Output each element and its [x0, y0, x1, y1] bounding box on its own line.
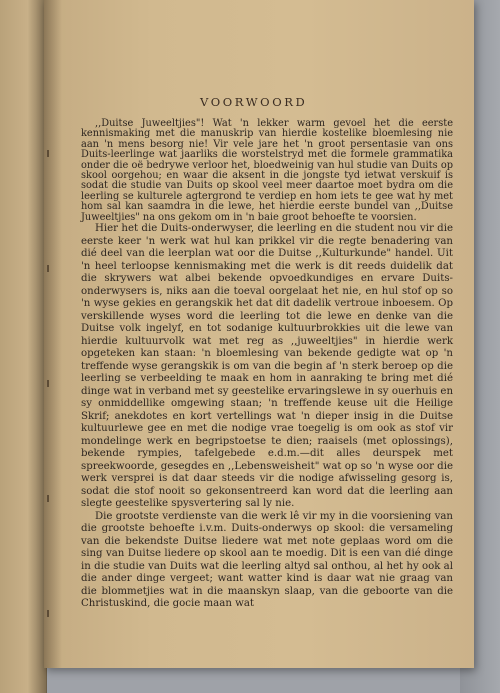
book-page-edges: [0, 0, 47, 693]
body-text: [81, 119, 453, 611]
page-heading: VOORWOORD: [200, 95, 308, 109]
binding-stitch: [47, 150, 49, 157]
binding-stitch: [47, 610, 49, 617]
binding-stitch: [47, 380, 49, 387]
paragraph-3: Die grootste verdienste van die werk lê vir my in die voorsiening van die grootste behoefte i.v.m. Duits-onderwys op skool: die versameling van die bekendste Duitse liedere wat met note geplaas word om die sing van Duitse liedere op skool aan te moedig. Dit is een van dié dinge in die studie van Duits wat die leerling altyd sal onthou, al het hy ook al die ander dinge vergeet; want watter kind is daar wat nie graag van die blommetjies wat in die maanskyn slaap, van die geboorte van die Christuskind, die gocie maan wat: [81, 510, 453, 610]
binding-stitch: [47, 265, 49, 272]
binding-stitch: [47, 495, 49, 502]
paragraph-1: ,,Duitse Juweeltjies"! Wat 'n lekker warm gevoel het die eerste kennismaking met die manuskrip van hierdie kostelike bloemlesing nie aan 'n mens besorg nie! Vir vele jare het 'n groot persentasie van ons Duits-leerlinge wat jaarliks die worstelstryd met die formele grammatika onder die oë bedrywe verloor het, bloedweinig van hul studie van Duits op skool oorgehou; en waar die aksent in die jongste tyd ietwat verskuif is sodat die studie van Duits op skool veel meer daartoe moet bydra om die leerling se kulturele agtergrond te verdiep en hom iets te gee wat hy met hom sal kan saamdra in die lewe, het hierdie eerste bundel van ,,Duitse Juweeltjies" na ons gekom om in 'n baie groot behoefte te voorsien.: [81, 118, 453, 223]
paragraph-2: Hier het die Duits-onderwyser, die leerling en die student nou vir die eerste keer 'n werk wat hul kan prikkel vir die regte benadering van dié deel van die leerplan wat oor die Duitse ,,Kulturkunde" handel. Uit 'n heel terloopse kennismaking met die werk is dit reeds duidelik dat die skrywers wat albei bekende opvoedkundiges en ervare Duits-onderwysers is, niks aan die toeval oorgelaat het nie, en hul stof op so 'n wyse gekies en gerangskik het dat dit dadelik vertroue inboesem. Op verskillende wyses word die leerling tot die lewe en denke van die Duitse volk ingelyf, en tot sodanige kultuurbrokkies uit die lewe van hierdie kultuurvolk wat met reg as ,,juweeltjies" in hierdie werk opgeteken kan staan: 'n bloemlesing van bekende gedigte wat op 'n treffende wyse gerangskik is om van die begin af 'n sterk beroep op die leerling se verbeelding te maak en hom in aanraking te bring met dié dinge wat in verband met sy geestelike ervaringslewe in sy ouerhuis en sy onmiddellike omgewing staan; 'n treffende keuse uit die Heilige Skrif; anekdotes en kort vertellings wat 'n dieper insig in die Duitse kultuurlewe gee en met die nodige vrae toegelig is om ook as stof vir mondelinge werk en begripstoetse te dien; raaisels (met oplossings), bekende rympies, tafelgebede e.d.m.—dit alles deurspek met spreekwoorde, gesegdes en ,,Lebensweisheit" wat op so 'n wyse oor die werk versprei is dat daar steeds vir die nodige afwisseling gesorg is, sodat die stof nooit so gekonsentreerd kan word dat die leerling aan slegte geestelike spysvertering sal ly nie.: [81, 223, 453, 510]
spine-shadow: [44, 0, 62, 668]
